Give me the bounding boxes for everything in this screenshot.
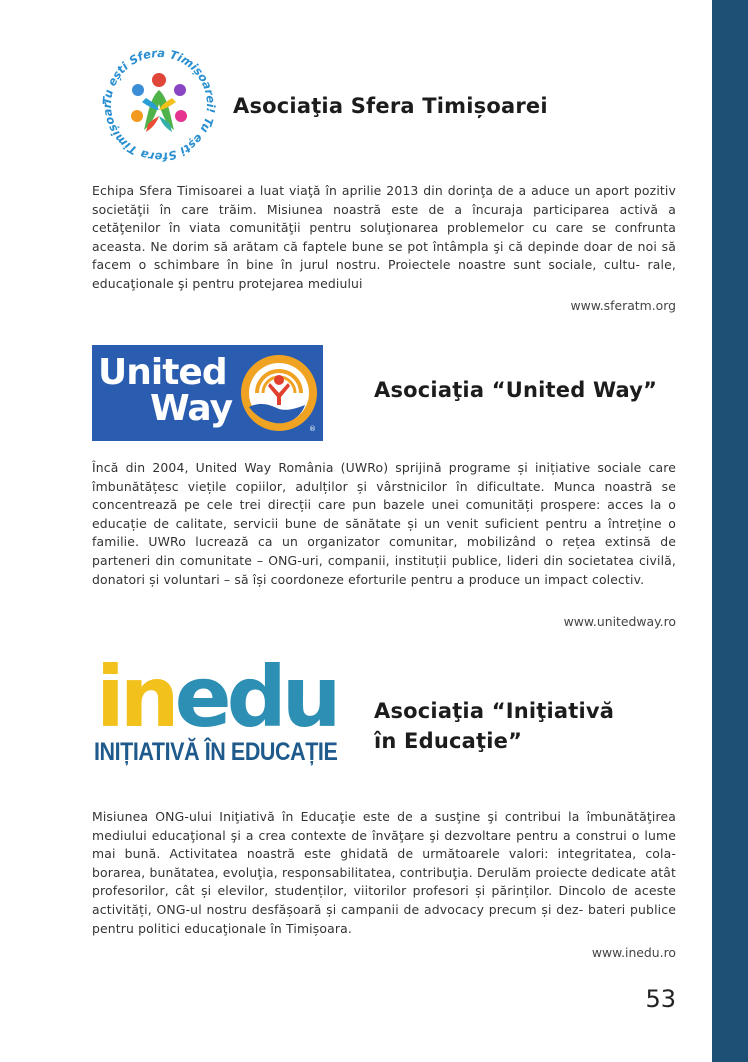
section-paragraph-united-way: Încă din 2004, United Way România (UWRo) sprijină programe și inițiative sociale care îmbunătățesc viețile copiilor, adulților și vârstnicilor în dificultate. Munca noastră se concentrează pe cele trei direcții care pun bazele unei comunități prospere: acces la o educație de calitate, servicii bune de sănătate și un venit suficient pentru a întreține o familie. UWRo lucrează ca un organizator comunitar, mobilizând o rețea extinsă de parteneri din comunitate – ONG-uri, companii, instituții publice, lideri din societatea civilă, donatori și voluntari – să își coordoneze eforturile pentru a produce un impact colectiv. [92,460,676,587]
side-color-bar [712,0,748,1062]
section-paragraph-sfera: Echipa Sfera Timisoarei a luat viaţă în aprilie 2013 din dorinţa de a aduce un aport pozitiv societăţii în care trăim. Misiunea noastră este de a încuraja participarea activă a cetăţenilor în viata comunităţii pentru soluţionarea problemelor cu care se confrunta aceasta. Ne dorim să arătam că faptele bune se pot întâmpla şi că depinde doar de noi să facem o schimbare în bine în jurul nostru. Proiectele noastre sunt sociale, cultu- rale, educaţionale şi pentru protejarea mediului [92,183,676,291]
registered-mark: ® [309,425,316,433]
inedu-subtitle: INIȚIATIVĂ ÎN EDUCAȚIE [94,738,338,766]
section-title-inedu-line1: Asociaţia “Iniţiativă [374,699,615,723]
page-number: 53 [645,985,676,1013]
website-link-sfera[interactable]: www.sferatm.org [570,298,676,313]
section-title-inedu [374,696,614,756]
inedu-wordmark-in: in [96,648,175,746]
united-way-hand-icon [239,353,319,433]
section-paragraph-inedu: Misiunea ONG-ului Iniţiativă în Educaţie este de a susţine şi contribui la îmbunătăţirea mediului educaţional şi a crea contexte de învăţare şi dezvoltare pentru a construi o lume mai bună. Activitatea noastră este ghidată de următoarele valori: integritatea, cola- borarea, bunătatea, evoluţia, responsabilitatea, contribuţia. Derulăm proiecte dedicate atât profesorilor, cât și elevilor, studenților, viitorilor profesori și părinților. Dincolo de aceste activități, ONG-ul nostru desfășoară și campanii de advocacy precum și dez- bateri publice pentru politici educaţionale în Timișoara. [92,809,676,936]
website-link-inedu[interactable]: www.inedu.ro [591,945,676,960]
section-title-sfera: Asociaţia Sfera Timișoarei [233,94,548,118]
inedu-wordmark [96,648,337,746]
section-title-united-way: Asociaţia “United Way” [374,378,658,402]
united-way-logo-line2: Way [150,388,233,429]
united-way-logo [92,345,323,441]
inedu-wordmark-edu: edu [174,648,337,746]
inedu-logo [92,648,338,772]
sfera-timisoarei-logo [100,44,218,166]
section-title-inedu-line2: în Educaţie” [374,729,523,753]
website-link-united-way[interactable]: www.unitedway.ro [563,614,676,629]
united-way-logo-line1: United [98,352,227,393]
logo-ring-text: Tu ești Sfera Timișoarei! Tu ești Sfera Timișoar [100,45,218,165]
